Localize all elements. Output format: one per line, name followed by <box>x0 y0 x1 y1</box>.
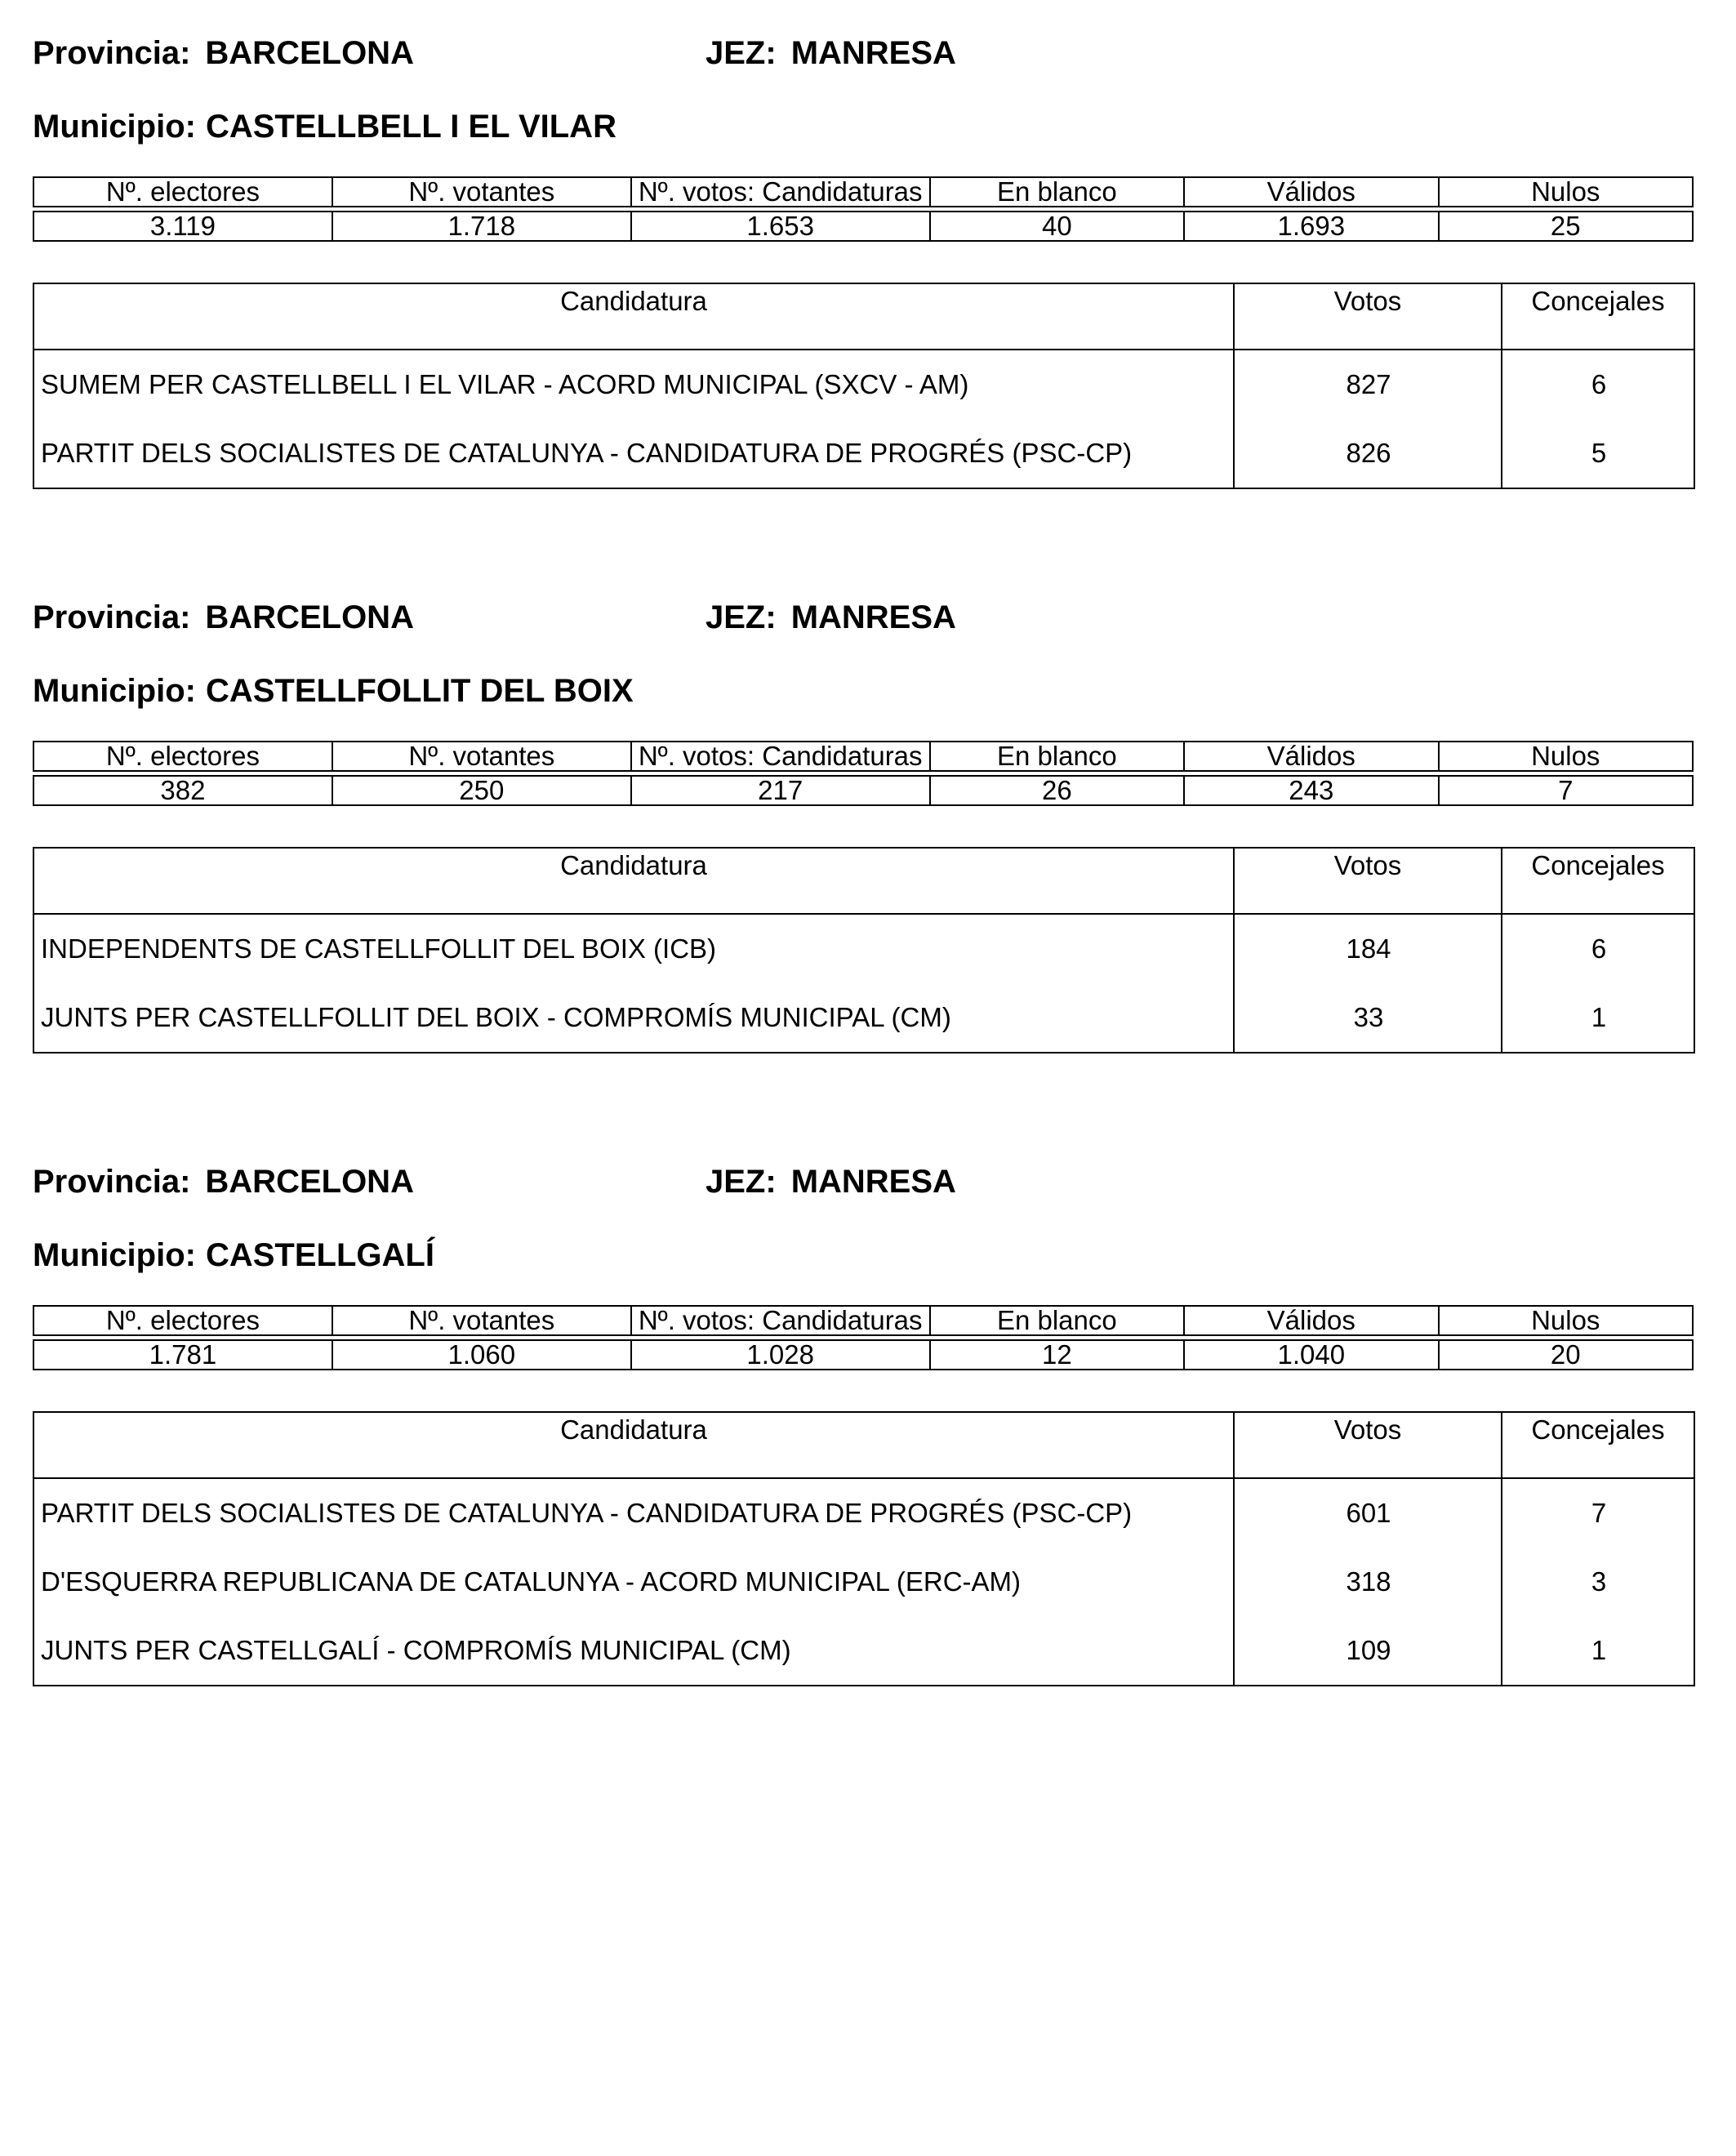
candidatura-concejales: 1 <box>1502 1616 1694 1686</box>
municipality-section <box>33 1129 1694 1665</box>
stats-header-cell: Nº. votos: Candidaturas <box>631 177 930 207</box>
provincia-label: Provincia: <box>33 599 191 635</box>
stats-header-cell: En blanco <box>930 1306 1184 1335</box>
candidatura-name: PARTIT DELS SOCIALISTES DE CATALUNYA - CANDIDATURA DE PROGRÉS (PSC-CP) <box>33 1478 1234 1548</box>
stats-header-cell: Válidos <box>1184 742 1438 771</box>
jez-heading <box>706 37 956 69</box>
stats-header-cell: Nulos <box>1439 742 1694 771</box>
stats-header-cell: Nulos <box>1439 1306 1694 1335</box>
candidaturas-table <box>33 847 1695 1054</box>
stats-header-cell: En blanco <box>930 742 1184 771</box>
municipio-value: CASTELLFOLLIT DEL BOIX <box>205 673 634 709</box>
jez-heading <box>706 1165 956 1198</box>
provincia-value: BARCELONA <box>205 35 414 71</box>
municipio-heading <box>33 675 634 707</box>
stats-value-row <box>33 1340 1693 1370</box>
provincia-heading <box>33 1165 414 1198</box>
stats-value-cell: 25 <box>1439 212 1694 241</box>
candidatura-concejales: 6 <box>1502 914 1694 983</box>
municipality-section <box>33 0 1694 523</box>
stats-header-cell: Nº. votantes <box>332 1306 631 1335</box>
candidatura-header: Candidatura <box>33 848 1234 914</box>
stats-header-row <box>33 1306 1693 1335</box>
provincia-label: Provincia: <box>33 1164 191 1200</box>
candidatura-row <box>33 350 1694 419</box>
candidatura-header: Candidatura <box>33 283 1234 350</box>
stats-value-cell: 1.718 <box>332 212 631 241</box>
candidatura-row <box>33 983 1694 1053</box>
candidatura-concejales: 3 <box>1502 1548 1694 1616</box>
stats-value-cell: 1.040 <box>1184 1340 1438 1370</box>
votos-header: Votos <box>1234 283 1502 350</box>
provincia-label: Provincia: <box>33 35 191 71</box>
stats-value-cell: 3.119 <box>33 212 332 241</box>
candidaturas-table <box>33 1411 1695 1686</box>
candidaturas-header-row <box>33 1412 1694 1478</box>
stats-header-cell: En blanco <box>930 177 1184 207</box>
stats-table <box>33 1305 1694 1370</box>
jez-label: JEZ: <box>706 599 777 635</box>
stats-header-cell: Válidos <box>1184 1306 1438 1335</box>
candidatura-name: JUNTS PER CASTELLGALÍ - COMPROMÍS MUNICIPAL (CM) <box>33 1616 1234 1686</box>
votos-header: Votos <box>1234 848 1502 914</box>
stats-value-cell: 20 <box>1439 1340 1694 1370</box>
jez-label: JEZ: <box>706 35 777 71</box>
provincia-heading <box>33 37 414 69</box>
stats-value-cell: 382 <box>33 776 332 805</box>
stats-value-cell: 1.028 <box>631 1340 930 1370</box>
candidatura-row <box>33 1478 1694 1548</box>
candidatura-name: INDEPENDENTS DE CASTELLFOLLIT DEL BOIX (ICB) <box>33 914 1234 983</box>
candidatura-row <box>33 914 1694 983</box>
candidatura-votos: 184 <box>1234 914 1502 983</box>
stats-value-cell: 217 <box>631 776 930 805</box>
stats-value-cell: 12 <box>930 1340 1184 1370</box>
municipio-label: Municipio: <box>33 109 196 145</box>
candidatura-votos: 601 <box>1234 1478 1502 1548</box>
candidatura-votos: 826 <box>1234 419 1502 488</box>
jez-value: MANRESA <box>790 599 956 635</box>
candidatura-concejales: 1 <box>1502 983 1694 1053</box>
candidatura-concejales: 7 <box>1502 1478 1694 1548</box>
jez-heading <box>706 601 956 634</box>
candidaturas-header-row <box>33 283 1694 350</box>
stats-header-cell: Nº. votos: Candidaturas <box>631 742 930 771</box>
concejales-header: Concejales <box>1502 848 1694 914</box>
stats-value-cell: 7 <box>1439 776 1694 805</box>
candidaturas-table <box>33 283 1695 489</box>
stats-value-cell: 1.693 <box>1184 212 1438 241</box>
municipality-section <box>33 564 1694 1087</box>
municipio-heading <box>33 110 617 143</box>
stats-header-cell: Nulos <box>1439 177 1694 207</box>
stats-value-row <box>33 212 1693 241</box>
stats-value-row <box>33 776 1693 805</box>
candidatura-row <box>33 1616 1694 1686</box>
candidatura-concejales: 6 <box>1502 350 1694 419</box>
municipio-heading <box>33 1239 434 1272</box>
stats-header-cell: Nº. electores <box>33 742 332 771</box>
stats-header-row <box>33 742 1693 771</box>
provincia-value: BARCELONA <box>205 599 414 635</box>
stats-table <box>33 176 1694 242</box>
candidatura-name: D'ESQUERRA REPUBLICANA DE CATALUNYA - ACORD MUNICIPAL (ERC-AM) <box>33 1548 1234 1616</box>
concejales-header: Concejales <box>1502 283 1694 350</box>
stats-header-cell: Nº. electores <box>33 177 332 207</box>
stats-value-cell: 1.060 <box>332 1340 631 1370</box>
concejales-header: Concejales <box>1502 1412 1694 1478</box>
stats-header-cell: Válidos <box>1184 177 1438 207</box>
stats-value-cell: 26 <box>930 776 1184 805</box>
candidatura-concejales: 5 <box>1502 419 1694 488</box>
provincia-value: BARCELONA <box>205 1164 414 1200</box>
candidaturas-header-row <box>33 848 1694 914</box>
provincia-heading <box>33 601 414 634</box>
stats-value-cell: 250 <box>332 776 631 805</box>
jez-value: MANRESA <box>790 35 956 71</box>
stats-header-cell: Nº. votos: Candidaturas <box>631 1306 930 1335</box>
jez-label: JEZ: <box>706 1164 777 1200</box>
candidatura-name: JUNTS PER CASTELLFOLLIT DEL BOIX - COMPROMÍS MUNICIPAL (CM) <box>33 983 1234 1053</box>
municipio-label: Municipio: <box>33 673 196 709</box>
municipio-value: CASTELLBELL I EL VILAR <box>205 109 617 145</box>
municipio-label: Municipio: <box>33 1237 196 1273</box>
candidatura-row <box>33 1548 1694 1616</box>
stats-value-cell: 1.653 <box>631 212 930 241</box>
stats-header-cell: Nº. votantes <box>332 177 631 207</box>
municipio-value: CASTELLGALÍ <box>205 1237 434 1273</box>
candidatura-name: PARTIT DELS SOCIALISTES DE CATALUNYA - CANDIDATURA DE PROGRÉS (PSC-CP) <box>33 419 1234 488</box>
stats-table <box>33 741 1694 806</box>
candidatura-votos: 33 <box>1234 983 1502 1053</box>
candidatura-row <box>33 419 1694 488</box>
jez-value: MANRESA <box>790 1164 956 1200</box>
stats-value-cell: 1.781 <box>33 1340 332 1370</box>
candidatura-header: Candidatura <box>33 1412 1234 1478</box>
stats-header-row <box>33 177 1693 207</box>
stats-header-cell: Nº. votantes <box>332 742 631 771</box>
votos-header: Votos <box>1234 1412 1502 1478</box>
stats-value-cell: 243 <box>1184 776 1438 805</box>
candidatura-votos: 827 <box>1234 350 1502 419</box>
candidatura-votos: 318 <box>1234 1548 1502 1616</box>
stats-value-cell: 40 <box>930 212 1184 241</box>
candidatura-name: SUMEM PER CASTELLBELL I EL VILAR - ACORD MUNICIPAL (SXCV - AM) <box>33 350 1234 419</box>
candidatura-votos: 109 <box>1234 1616 1502 1686</box>
stats-header-cell: Nº. electores <box>33 1306 332 1335</box>
